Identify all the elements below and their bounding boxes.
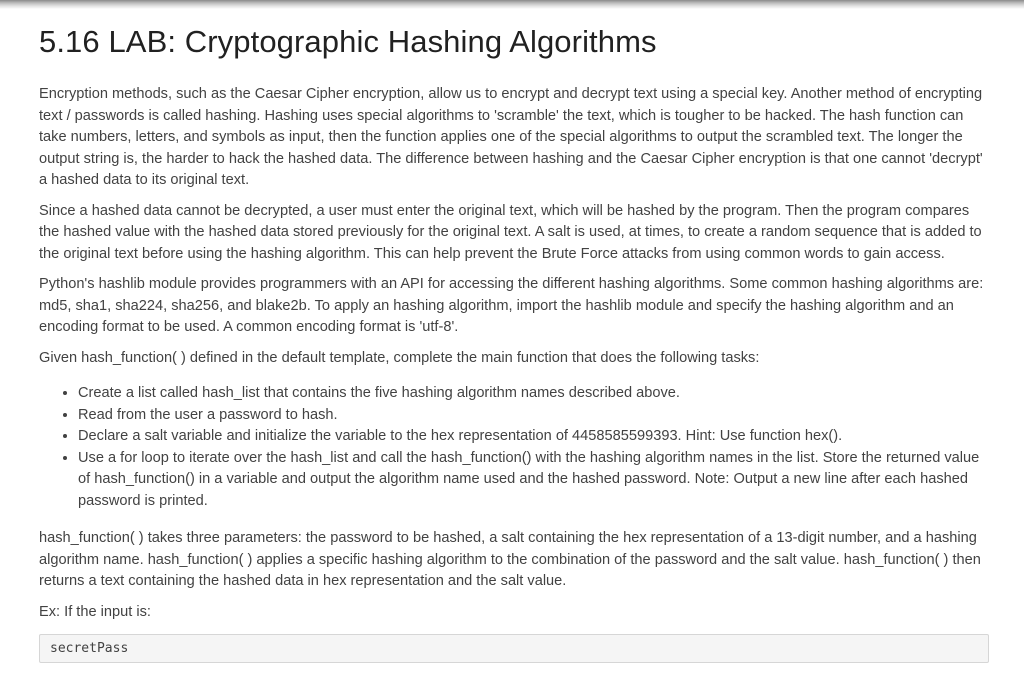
example-input-code-block: secretPass	[39, 634, 989, 663]
task-list	[39, 383, 989, 512]
task-item: • Use a for loop to iterate over the hash_list and call the hash_function() with the hashing algorithm names in the list. Store the returned value of hash_function() in a variable and output the algorithm name used and the hashed password. Note: Output a new line after each hashed password is printed.	[78, 448, 989, 513]
task-intro-paragraph: Given hash_function( ) defined in the default template, complete the main function that does the following tasks:	[39, 349, 760, 366]
task-item: • Create a list called hash_list that contains the five hashing algorithm names described above.	[78, 383, 989, 405]
top-shadow-divider	[0, 0, 1024, 9]
intro-paragraph-salt: Since a hashed data cannot be decrypted, a user must enter the original text, which will be hashed by the program. Then the program compares the hashed value with the hashed data stored previously for the original text. A salt is used, at times, to create a random sequence that is added to the original text before using the hashing algorithm. This can help prevent the Brute Force attacks from using common words to gain access.	[39, 202, 982, 262]
page-title: 5.16 LAB: Cryptographic Hashing Algorithms	[39, 24, 657, 59]
hash-function-description: hash_function( ) takes three parameters: the password to be hashed, a salt containing the hex representation of a 13-digit number, and a hashing algorithm name. hash_function( ) applies a specific hashing algorithm to the combination of the password and the salt value. hash_function( ) then returns a text containing the hashed data in hex representation and the salt value.	[39, 530, 981, 589]
task-item: • Read from the user a password to hash.	[78, 405, 989, 427]
intro-paragraph-hashing: Encryption methods, such as the Caesar Cipher encryption, allow us to encrypt and decrypt text using a special key. Another method of encrypting text / passwords is called hashing. Hashing uses special algorithms to 'scramble' the text, which is tougher to be hacked. The hash function can take numbers, letters, and symbols as input, then the function applies one of the special algorithms to output the scrambled text. The longer the output string is, the harder to hack the hashed data. The difference between hashing and the Caesar Cipher encryption is that one cannot 'decrypt' a hashed data to its original text.	[39, 86, 983, 188]
intro-paragraph-hashlib: Python's hashlib module provides programmers with an API for accessing the different hashing algorithms. Some common hashing algorithms are: md5, sha1, sha224, sha256, and blake2b. To apply an hashing algorithm, import the hashlib module and specify the hashing algorithm and an encoding format to be used. A common encoding format is 'utf-8'.	[39, 276, 984, 335]
example-input-label: Ex: If the input is:	[39, 603, 151, 620]
lab-content	[39, 22, 989, 663]
task-item: • Declare a salt variable and initialize the variable to the hex representation of 4458585599393. Hint: Use function hex().	[78, 426, 989, 448]
